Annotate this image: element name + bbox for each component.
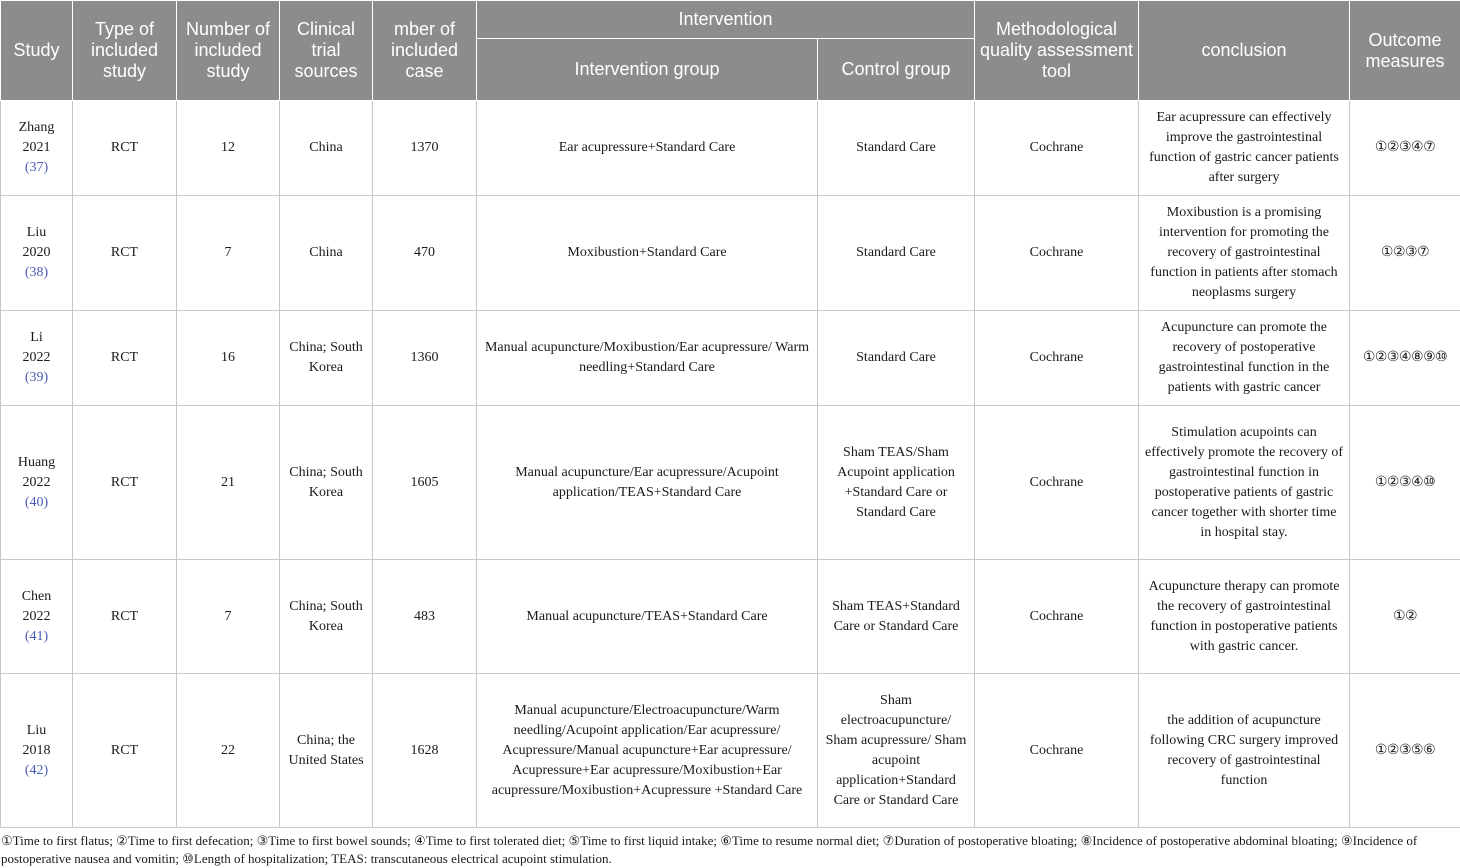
number-cell: 12 <box>177 101 280 196</box>
table-row <box>1 406 1460 560</box>
intervention-group-cell: Manual acupuncture/Electroacupuncture/Warm needling/Acupoint application/Ear acupressure/ Acupressure/Manual acupuncture+Ear acupressure/ Acupressure+Ear acupressure/Moxibustion+Ear acupressure/Moxibustion+Acupressure +Standard Care <box>477 674 818 828</box>
conclusion-cell: Acupuncture therapy can promote the recovery of gastrointestinal function in postoperative patients with gastric cancer. <box>1139 560 1350 674</box>
number-cell: 16 <box>177 311 280 406</box>
study-cell: Liu 2018 (42) <box>1 674 73 828</box>
outcomes-cell: ①②③④⑩ <box>1350 406 1460 560</box>
outcomes-cell: ①②③④⑧⑨⑩ <box>1350 311 1460 406</box>
quality-tool-cell: Cochrane <box>975 674 1139 828</box>
cases-cell: 483 <box>373 560 477 674</box>
study-cell: Chen 2022 (41) <box>1 560 73 674</box>
outcomes-cell: ①②③⑤⑥ <box>1350 674 1460 828</box>
number-cell: 7 <box>177 196 280 311</box>
table-row <box>1 196 1460 311</box>
header-study: Study <box>1 1 73 101</box>
quality-tool-cell: Cochrane <box>975 196 1139 311</box>
header-outcomes: Outcome measures <box>1350 1 1460 101</box>
table-row <box>1 101 1460 196</box>
cases-cell: 1360 <box>373 311 477 406</box>
sources-cell: China <box>280 196 373 311</box>
reference-link[interactable]: (37) <box>25 160 48 175</box>
header-cases: mber of included case <box>373 1 477 101</box>
control-group-cell: Standard Care <box>818 311 975 406</box>
control-group-cell: Sham TEAS/Sham Acupoint application +Standard Care or Standard Care <box>818 406 975 560</box>
outcomes-cell: ①② <box>1350 560 1460 674</box>
control-group-cell: Standard Care <box>818 101 975 196</box>
sources-cell: China; South Korea <box>280 406 373 560</box>
outcomes-cell: ①②③④⑦ <box>1350 101 1460 196</box>
intervention-group-cell: Manual acupuncture/TEAS+Standard Care <box>477 560 818 674</box>
table-row <box>1 311 1460 406</box>
table-body <box>1 101 1460 828</box>
intervention-group-cell: Manual acupuncture/Moxibustion/Ear acupressure/ Warm needling+Standard Care <box>477 311 818 406</box>
header-quality-tool: Methodological quality assessment tool <box>975 1 1139 101</box>
study-cell: Li 2022 (39) <box>1 311 73 406</box>
header-number: Number of included study <box>177 1 280 101</box>
type-cell: RCT <box>73 196 177 311</box>
control-group-cell: Sham electroacupuncture/ Sham acupressure/ Sham acupoint application+Standard Care or Standard Care <box>818 674 975 828</box>
type-cell: RCT <box>73 674 177 828</box>
reference-link[interactable]: (41) <box>25 629 48 644</box>
table-footnote: ①Time to first flatus; ②Time to first defecation; ③Time to first bowel sounds; ④Time to first tolerated diet; ⑤Time to first liquid intake; ⑥Time to resume normal diet; ⑦Duration of postoperative bloating; ⑧Incidence of postoperative abdominal bloating; ⑨Incidence of postoperative nausea and vomitin; ⑩Length of hospitalization; TEAS: transcutaneous electrical acupoint stimulation. <box>0 832 1460 868</box>
conclusion-cell: Acupuncture can promote the recovery of postoperative gastrointestinal function in the patients with gastric cancer <box>1139 311 1350 406</box>
study-cell: Liu 2020 (38) <box>1 196 73 311</box>
reference-link[interactable]: (40) <box>25 495 48 510</box>
reference-link[interactable]: (39) <box>25 370 48 385</box>
table-row <box>1 560 1460 674</box>
cases-cell: 1370 <box>373 101 477 196</box>
number-cell: 21 <box>177 406 280 560</box>
number-cell: 7 <box>177 560 280 674</box>
header-control-group: Control group <box>818 39 975 101</box>
table-header <box>1 1 1460 101</box>
quality-tool-cell: Cochrane <box>975 406 1139 560</box>
header-sources: Clinical trial sources <box>280 1 373 101</box>
quality-tool-cell: Cochrane <box>975 560 1139 674</box>
table-row <box>1 674 1460 828</box>
intervention-group-cell: Ear acupressure+Standard Care <box>477 101 818 196</box>
outcomes-cell: ①②③⑦ <box>1350 196 1460 311</box>
sources-cell: China; the United States <box>280 674 373 828</box>
cases-cell: 1605 <box>373 406 477 560</box>
quality-tool-cell: Cochrane <box>975 311 1139 406</box>
reference-link[interactable]: (42) <box>25 763 48 778</box>
sources-cell: China; South Korea <box>280 560 373 674</box>
conclusion-cell: Moxibustion is a promising intervention for promoting the recovery of gastrointestinal function in patients after stomach neoplasms surgery <box>1139 196 1350 311</box>
cases-cell: 470 <box>373 196 477 311</box>
intervention-group-cell: Manual acupuncture/Ear acupressure/Acupoint application/TEAS+Standard Care <box>477 406 818 560</box>
header-intervention: Intervention <box>477 1 975 39</box>
type-cell: RCT <box>73 101 177 196</box>
reference-link[interactable]: (38) <box>25 265 48 280</box>
header-type: Type of included study <box>73 1 177 101</box>
header-conclusion: conclusion <box>1139 1 1350 101</box>
control-group-cell: Sham TEAS+Standard Care or Standard Care <box>818 560 975 674</box>
type-cell: RCT <box>73 406 177 560</box>
type-cell: RCT <box>73 560 177 674</box>
conclusion-cell: Ear acupressure can effectively improve the gastrointestinal function of gastric cancer patients after surgery <box>1139 101 1350 196</box>
study-cell: Huang 2022 (40) <box>1 406 73 560</box>
quality-tool-cell: Cochrane <box>975 101 1139 196</box>
sources-cell: China; South Korea <box>280 311 373 406</box>
study-cell: Zhang 2021 (37) <box>1 101 73 196</box>
number-cell: 22 <box>177 674 280 828</box>
header-intervention-group: Intervention group <box>477 39 818 101</box>
cases-cell: 1628 <box>373 674 477 828</box>
conclusion-cell: Stimulation acupoints can effectively promote the recovery of gastrointestinal function in postoperative patients of gastric cancer together with shorter time in hospital stay. <box>1139 406 1350 560</box>
sources-cell: China <box>280 101 373 196</box>
intervention-group-cell: Moxibustion+Standard Care <box>477 196 818 311</box>
control-group-cell: Standard Care <box>818 196 975 311</box>
type-cell: RCT <box>73 311 177 406</box>
conclusion-cell: the addition of acupuncture following CRC surgery improved recovery of gastrointestinal function <box>1139 674 1350 828</box>
